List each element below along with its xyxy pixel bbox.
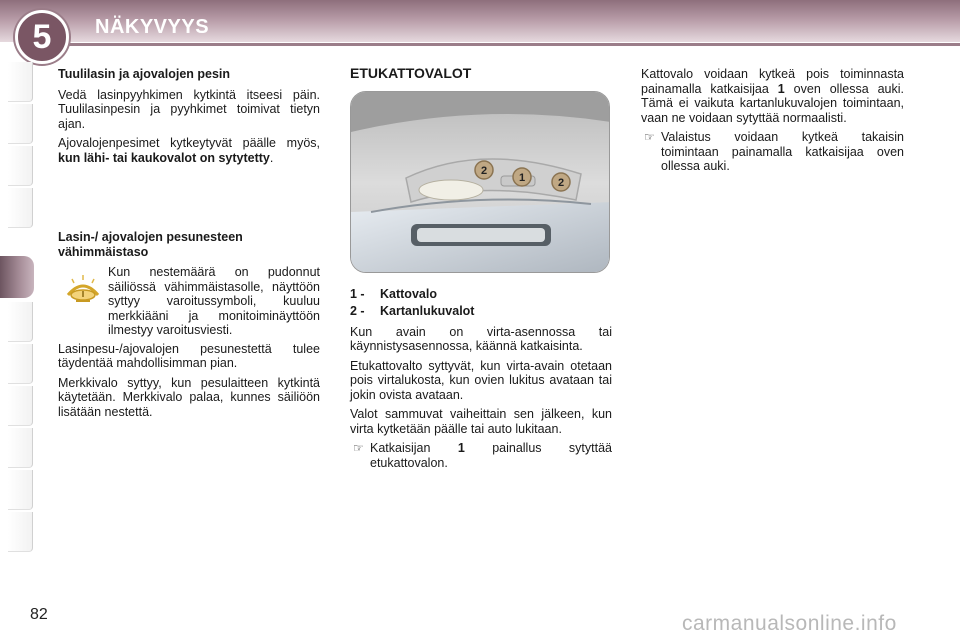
paragraph-washer-2-start: Ajovalojenpesimet kytkeytyvät päälle myös,: [58, 136, 320, 150]
paragraph-disable-end: oven ollessa auki. Tämä ei vaikuta kartanlukuvalojen toimintaan, vaan ne voidaan sytyttää normaalisti.: [641, 81, 904, 125]
chapter-tab-1[interactable]: [8, 62, 33, 102]
chapter-tabs: [0, 62, 36, 577]
hand-pointing-icon: ☞: [644, 130, 655, 144]
chapter-tab-9[interactable]: [8, 428, 33, 468]
chapter-tab-3[interactable]: [8, 146, 33, 186]
chapter-tab-11[interactable]: [8, 512, 33, 552]
chapter-tab-4[interactable]: [8, 188, 33, 228]
chapter-title: NÄKYVYYS: [95, 16, 210, 38]
washer-fluid-warning-icon: [58, 265, 108, 338]
fluid-warning-text: Kun nestemäärä on pudonnut säiliössä vähimmäistasolle, näyttöön syttyy varoitussymboli, kuuluu merkkiääni ja monitoiminäyttöön ilmestyy varoitusviesti.: [108, 265, 320, 337]
chapter-tab-6[interactable]: [8, 302, 33, 342]
legend-item-1: [350, 287, 612, 302]
column-front-lights: [350, 66, 612, 470]
paragraph-lights-1: Kun avain on virta-asennossa tai käynnistysasennossa, käännä katkaisinta.: [350, 324, 612, 353]
legend-item-2: [350, 304, 612, 319]
bullet-text-bold: 1: [457, 441, 465, 455]
paragraph-washer-2-end: .: [269, 150, 274, 165]
bullet-reenable: [641, 130, 904, 174]
bullet-reenable-text: Valaistus voidaan kytkeä takaisin toimintaan painamalla katkaisijaa oven ollessa auki.: [661, 130, 904, 173]
chapter-tab-8[interactable]: [8, 386, 33, 426]
roof-light-photo: [350, 91, 610, 273]
fluid-warning-block: [58, 265, 320, 338]
paragraph-washer-2: [58, 136, 320, 165]
section-title-washer: Tuulilasin ja ajovalojen pesin: [58, 67, 231, 81]
paragraph-washer-2-bold: kun lähi- tai kaukovalot on sytytetty: [58, 150, 270, 165]
paragraph-washer-1: Vedä lasinpyyhkimen kytkintä itseesi päin. Tuulilasinpesin ja pyyhkimet toimivat tietyn ajan.: [58, 87, 320, 131]
legend-label: Kartanlukuvalot: [380, 304, 475, 318]
section-title-front-lights: ETUKATTOVALOT: [350, 65, 472, 81]
page-number: 82: [30, 606, 48, 623]
chapter-tab-2[interactable]: [8, 104, 33, 144]
spacer: [58, 170, 320, 230]
photo-label-1: 1: [518, 171, 526, 184]
paragraph-lights-3: Valot sammuvat vaiheittain sen jälkeen, kun virta kytketään päälle tai auto lukitaan.: [350, 407, 612, 436]
bullet-switch-1: [350, 441, 612, 470]
chapter-header: [0, 0, 960, 60]
hand-pointing-icon: ☞: [353, 441, 364, 455]
paragraph-lights-2: Etukattovalto syttyvät, kun virta-avain otetaan pois virtalukosta, kun ovien lukitus avataan tai jokin ovista avataan.: [350, 358, 612, 402]
paragraph-fluid-refill: Lasinpesu-/ajovalojen pesunestettä tulee täydentää mahdollisimman pian.: [58, 341, 320, 370]
photo-label-2-right: 2: [557, 176, 565, 189]
legend-number: 2 -: [350, 304, 365, 318]
chapter-tab-10[interactable]: [8, 470, 33, 510]
column-roof-light-disable: [641, 67, 904, 174]
paragraph-disable: [641, 67, 904, 125]
section-title-fluid-level: Lasin-/ ajovalojen pesunesteen vähimmäistaso: [58, 230, 243, 259]
paragraph-disable-start: Kattovalo voidaan kytkeä pois toiminnasta painamalla katkaisijaa: [641, 67, 904, 96]
chapter-tab-5-active[interactable]: [0, 256, 34, 298]
watermark: carmanualsonline.info: [682, 612, 897, 635]
paragraph-fluid-indicator: Merkkivalo syttyy, kun pesulaitteen kytkintä käytetään. Merkkivalo palaa, kunnes säiliöön lisätään nestettä.: [58, 375, 320, 419]
column-washers: [58, 67, 320, 424]
photo-label-2-left: 2: [480, 164, 488, 177]
chapter-number: 5: [32, 17, 52, 56]
header-underline: [58, 43, 960, 46]
bullet-text-start: Katkaisijan: [370, 441, 431, 455]
chapter-tab-7[interactable]: [8, 344, 33, 384]
paragraph-disable-bold: 1: [777, 81, 785, 96]
legend-number: 1 -: [350, 286, 365, 301]
bullet-text-end: painallus sytyttää etukattovalon.: [370, 441, 612, 470]
chapter-number-badge: [15, 10, 69, 64]
legend-label: Kattovalo: [380, 286, 437, 301]
